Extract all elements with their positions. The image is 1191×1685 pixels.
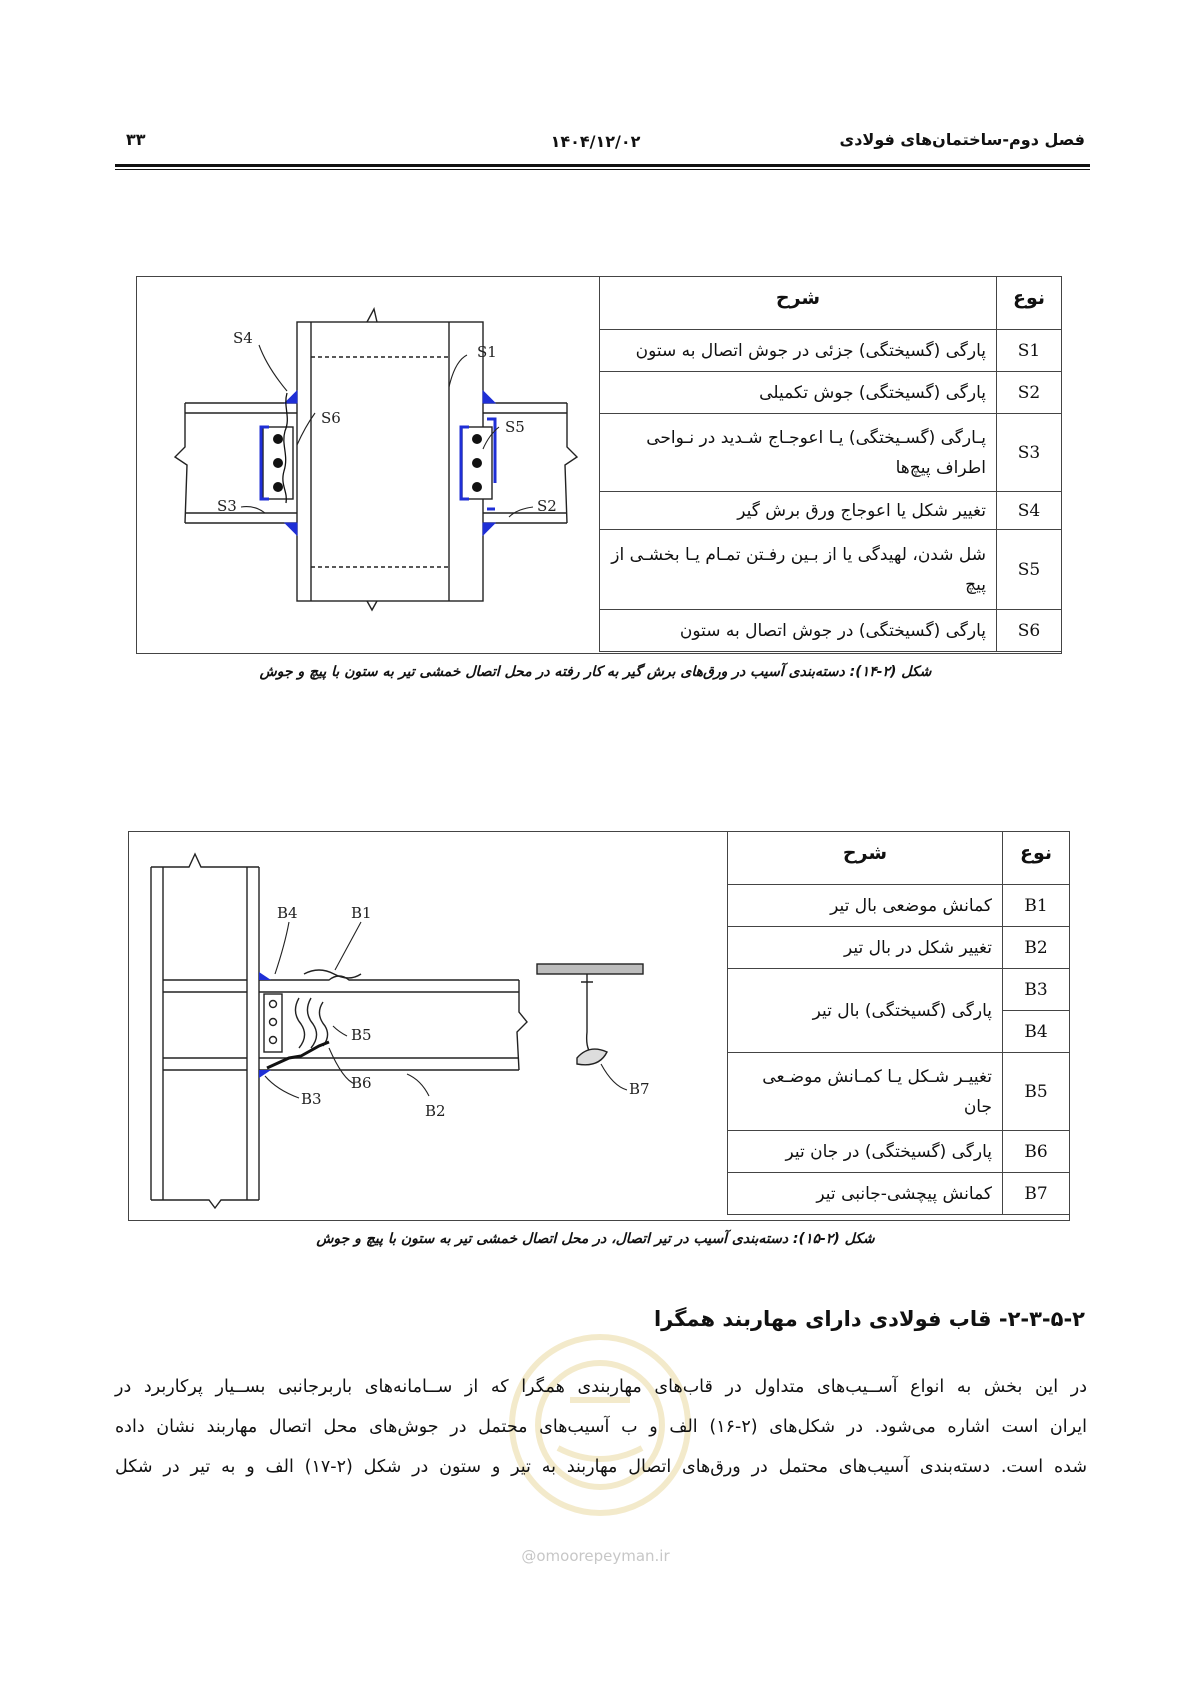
label-b3: B3 [301, 1090, 322, 1108]
damage-desc: کمانش موضعی بال تیر [728, 885, 1003, 927]
damage-code: S3 [997, 414, 1062, 492]
damage-table-1 [599, 276, 1062, 652]
figure-2 [128, 831, 1070, 1221]
damage-code: S5 [997, 530, 1062, 610]
damage-desc: پارگی (گسیختگی) جوش تکمیلی [600, 372, 997, 414]
damage-desc: تغییر شکل یا اعوجاج ورق برش گیر [600, 492, 997, 530]
header-date: ۱۴۰۴/۱۲/۰۲ [550, 132, 641, 151]
watermark-url: @omoorepeyman.ir [521, 1547, 670, 1565]
col-desc-header: شرح [728, 832, 1003, 885]
label-b1: B1 [351, 904, 372, 922]
paragraph-line: شده است. دسته‌بندی آسیب‌های محتمل در ورق‌های اتصال مهاربند به تیر و ستون در شکل (۲-۱۷) الف و به تیر در شکل [115, 1457, 1087, 1477]
damage-code: B2 [1003, 927, 1070, 969]
body-paragraph [115, 1367, 1087, 1487]
header-rule-thin [115, 169, 1090, 170]
label-b6: B6 [351, 1074, 372, 1092]
damage-code: B3 [1003, 969, 1070, 1011]
chapter-title: فصل دوم-ساختمان‌های فولادی [839, 130, 1085, 149]
damage-desc: تغییـر شـکل یـا کمـانش موضـعی جان [728, 1053, 1003, 1131]
col-desc-header: شرح [600, 277, 997, 330]
header-rule-thick [115, 164, 1090, 167]
label-s1: S1 [477, 343, 497, 361]
label-s6: S6 [321, 409, 341, 427]
paragraph-line: ایران است اشاره می‌شود. در شکل‌های (۲-۱۶) الف و ب آسیب‌های محتمل در جوش‌های محل اتصال مهاربند نشان داده [115, 1417, 1087, 1437]
damage-code: S6 [997, 610, 1062, 652]
label-s5: S5 [505, 418, 525, 436]
damage-desc: تغییر شکل در بال تیر [728, 927, 1003, 969]
figure-1 [136, 276, 1062, 654]
label-b2: B2 [425, 1102, 446, 1120]
damage-code: B4 [1003, 1011, 1070, 1053]
damage-table-2 [727, 831, 1070, 1215]
label-b4: B4 [277, 904, 298, 922]
damage-desc: پارگی (گسیختگی) در جان تیر [728, 1131, 1003, 1173]
col-type-header: نوع [1003, 832, 1070, 885]
label-b5: B5 [351, 1026, 372, 1044]
damage-desc: پارگی (گسیختگی) جزئی در جوش اتصال به ستون [600, 330, 997, 372]
label-s2: S2 [537, 497, 557, 515]
beam-damage-drawing [129, 832, 727, 1220]
col-type-header: نوع [997, 277, 1062, 330]
paragraph-line: در این بخش به انواع آســیب‌های متداول در قاب‌های مهاربندی همگرا که از ســامانه‌های باربرجانبی بســیار پرکاربرد در [115, 1377, 1087, 1397]
damage-code: B7 [1003, 1173, 1070, 1215]
section-heading: ۲-۳-۵-۲- قاب فولادی دارای مهاربند همگرا [653, 1307, 1085, 1331]
damage-desc: شل شدن، لهیدگی یا از بـین رفـتن تمـام یـا بخشـی از پیچ [600, 530, 997, 610]
page-number: ۳۳ [126, 130, 146, 149]
label-b7: B7 [629, 1080, 650, 1098]
label-s3: S3 [217, 497, 237, 515]
damage-code: S2 [997, 372, 1062, 414]
damage-desc: پـارگی (گسـیختگی) یـا اعوجـاج شـدید در نـواحی اطراف پیچ‌ها [600, 414, 997, 492]
damage-code: B5 [1003, 1053, 1070, 1131]
figure-1-caption: شکل (۲-۱۴): دسته‌بندی آسیب در ورق‌های برش گیر به کار رفته در محل اتصال خمشی تیر به ستون با پیچ و جوش [259, 664, 932, 680]
shear-tab-connection-drawing [137, 277, 597, 653]
figure-2-caption: شکل (۲-۱۵): دسته‌بندی آسیب در تیر اتصال، در محل اتصال خمشی تیر به ستون با پیچ و جوش [316, 1231, 875, 1247]
label-s4: S4 [233, 329, 253, 347]
damage-code: B6 [1003, 1131, 1070, 1173]
damage-code: S4 [997, 492, 1062, 530]
damage-desc: پارگی (گسیختگی) در جوش اتصال به ستون [600, 610, 997, 652]
damage-desc: کمانش پیچشی-جانبی تیر [728, 1173, 1003, 1215]
damage-desc: پارگی (گسیختگی) بال تیر [728, 969, 1003, 1053]
damage-code: S1 [997, 330, 1062, 372]
damage-code: B1 [1003, 885, 1070, 927]
